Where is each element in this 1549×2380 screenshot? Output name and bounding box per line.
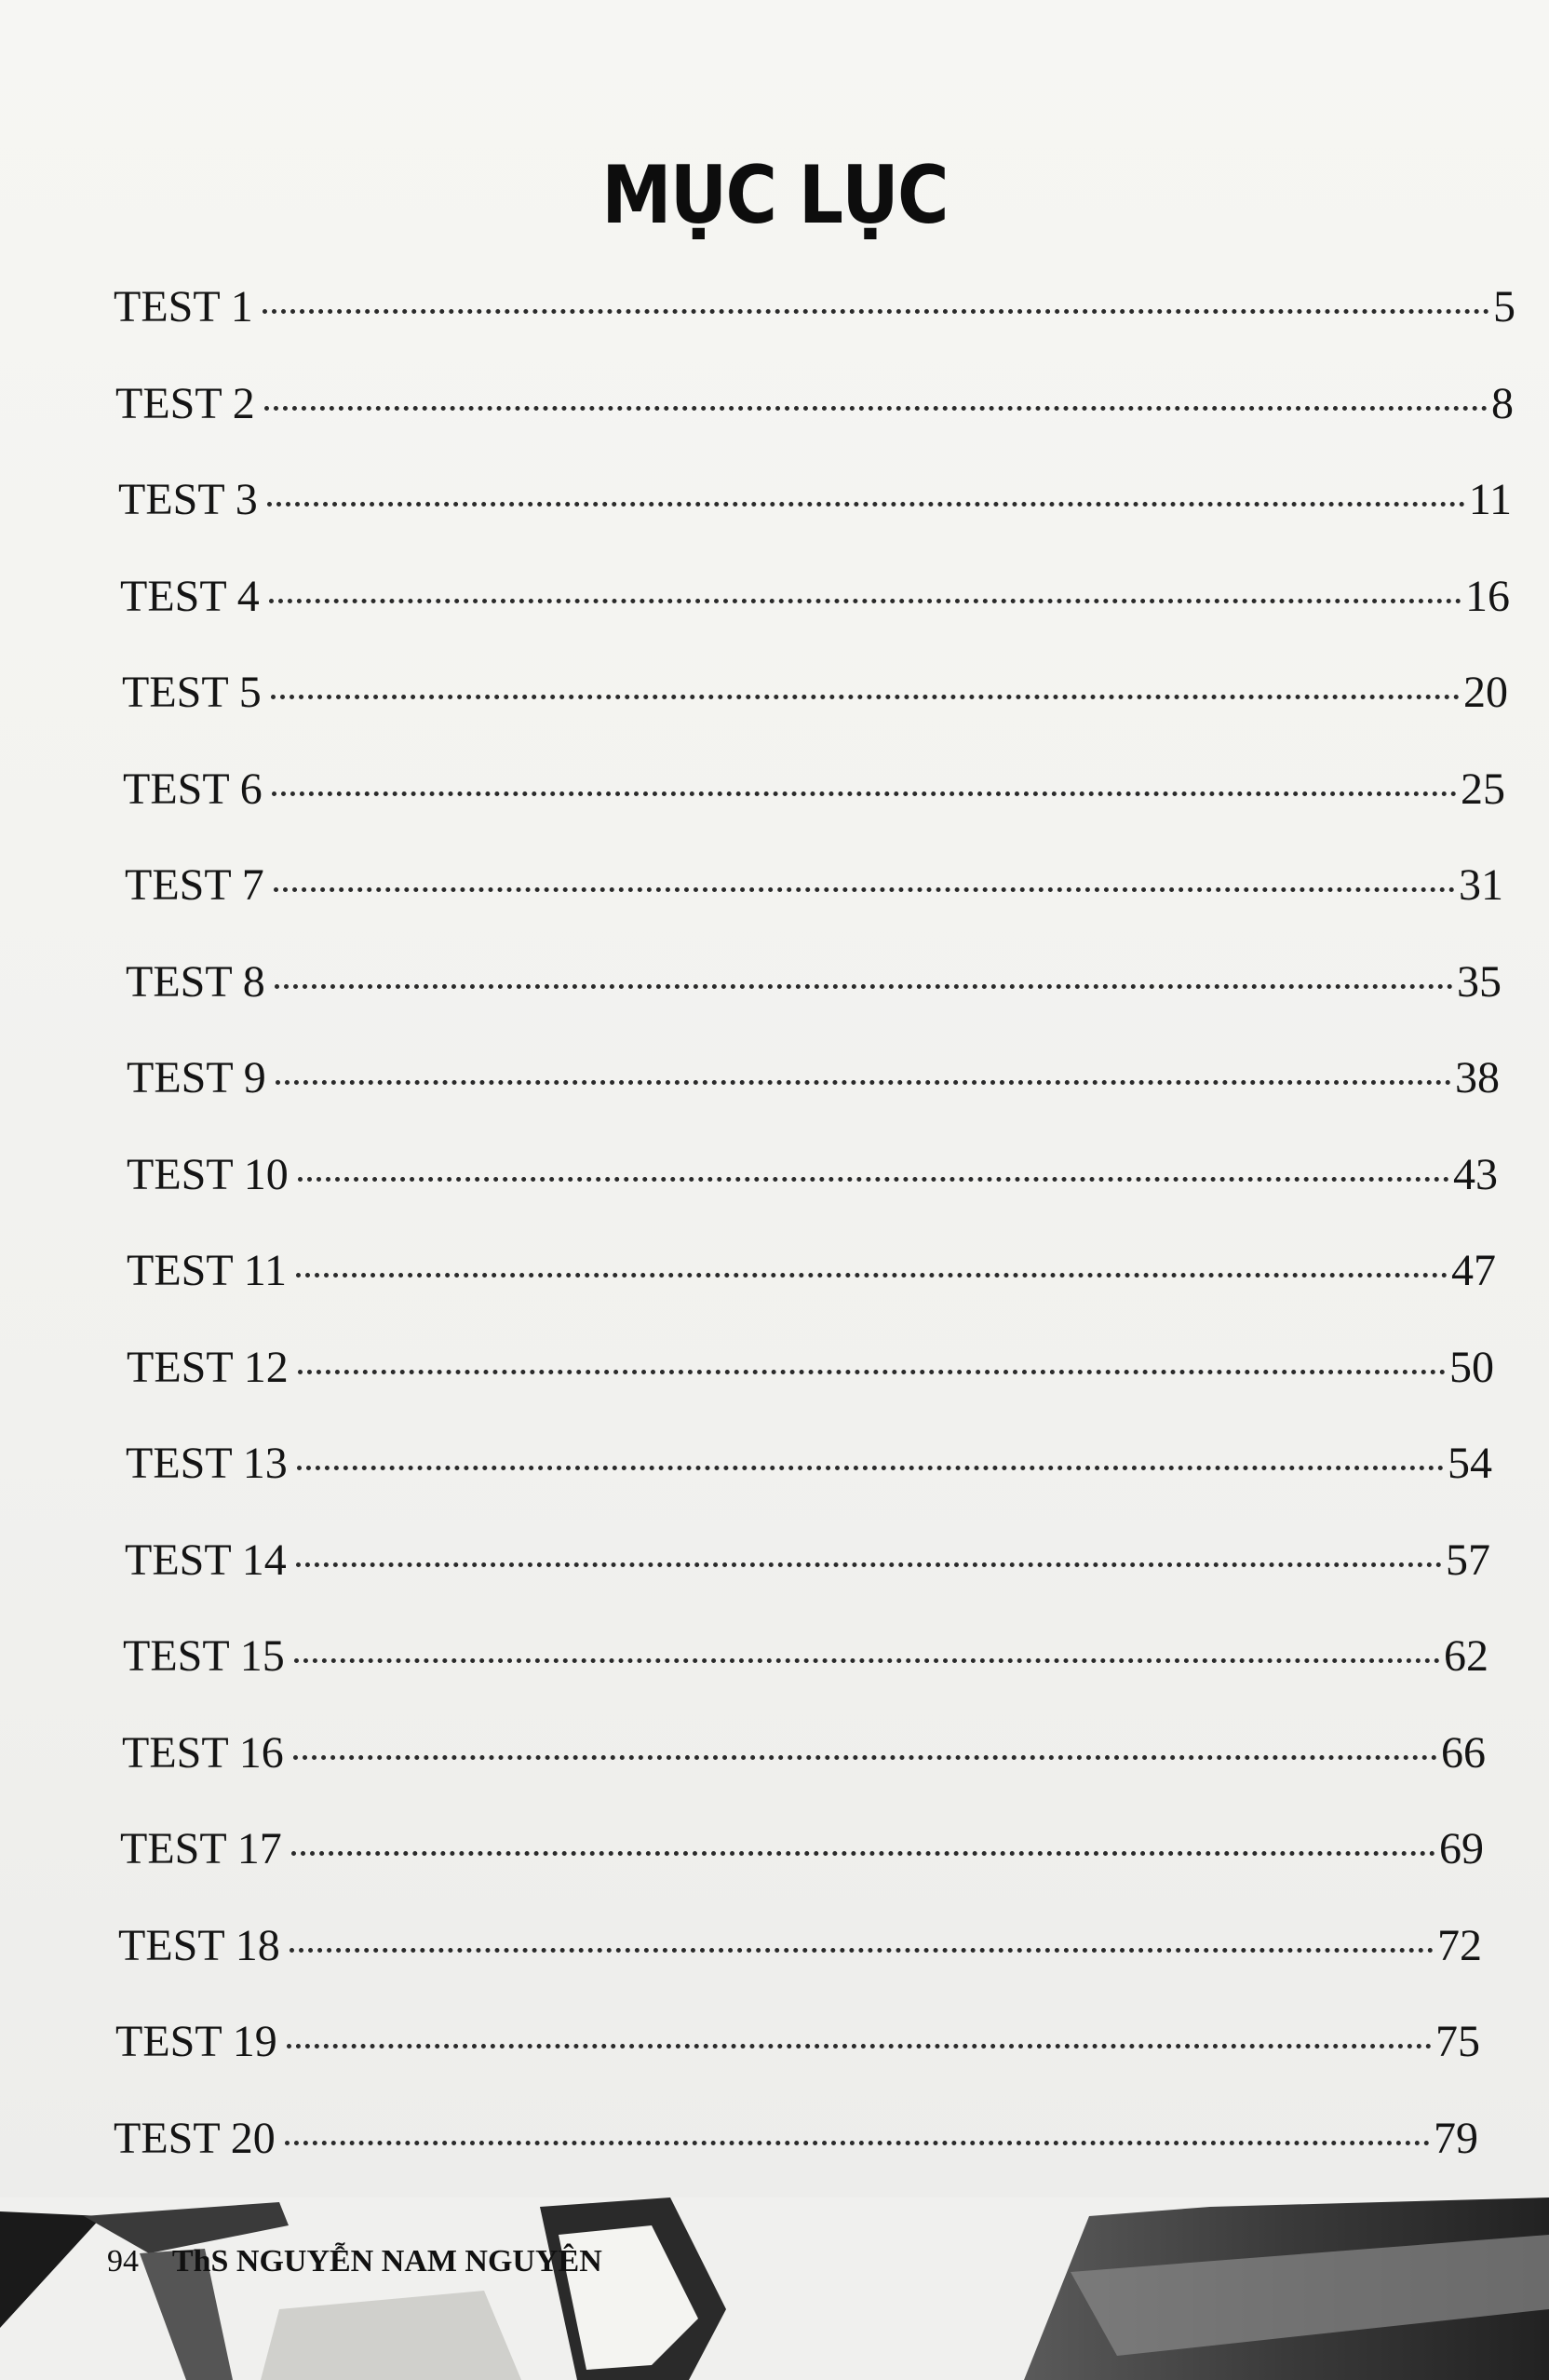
toc-entry-label: TEST 5 — [122, 668, 262, 717]
toc-entry-page: 62 — [1444, 1631, 1488, 1681]
toc-entry-label: TEST 16 — [122, 1727, 284, 1778]
toc-entry-label: TEST 14 — [125, 1535, 287, 1585]
toc-entry-test-18 — [118, 1918, 1482, 1974]
toc-entry-test-14 — [125, 1533, 1490, 1589]
toc-entry-label: TEST 20 — [114, 2113, 276, 2163]
toc-entry-page: 75 — [1435, 2017, 1480, 2066]
leader-dots — [296, 1562, 1442, 1567]
toc-entry-label: TEST 2 — [115, 378, 255, 428]
toc-entry-test-6 — [123, 762, 1505, 818]
author-name: ThS NGUYỄN NAM NGUYÊN — [171, 2244, 602, 2279]
toc-entry-label: TEST 1 — [114, 282, 253, 331]
toc-entry-test-9 — [127, 1050, 1500, 1106]
leader-dots — [264, 406, 1488, 411]
toc-entry-test-13 — [126, 1436, 1492, 1492]
toc-entry-page: 16 — [1465, 571, 1510, 621]
toc-entry-label: TEST 7 — [125, 860, 264, 910]
toc-entry-page: 25 — [1461, 764, 1505, 814]
toc-entry-page: 43 — [1453, 1149, 1498, 1199]
leader-dots — [285, 2141, 1430, 2145]
footer-credit — [107, 2244, 602, 2279]
page-number: 94 — [107, 2244, 139, 2279]
toc-entry-label: TEST 4 — [120, 571, 260, 621]
leader-dots — [290, 1948, 1434, 1953]
toc-entry-test-4 — [120, 569, 1510, 625]
toc-entry-page: 54 — [1448, 1439, 1492, 1488]
leader-dots — [274, 887, 1455, 892]
toc-entry-test-2 — [115, 376, 1514, 432]
toc-entry-page: 8 — [1491, 378, 1514, 428]
toc-entry-page: 38 — [1455, 1053, 1500, 1102]
toc-entry-test-12 — [127, 1340, 1494, 1396]
leader-dots — [276, 1080, 1451, 1085]
toc-entry-label: TEST 17 — [120, 1824, 282, 1873]
toc-entry-test-3 — [118, 472, 1512, 528]
leader-dots — [293, 1755, 1437, 1760]
toc-entry-test-7 — [125, 858, 1503, 913]
toc-entry-page: 50 — [1449, 1342, 1494, 1392]
toc-entry-page: 47 — [1451, 1246, 1496, 1295]
toc-entry-label: TEST 19 — [115, 2017, 277, 2066]
leader-dots — [272, 791, 1457, 796]
table-of-contents — [0, 279, 1549, 2197]
toc-entry-test-16 — [122, 1725, 1486, 1781]
leader-dots — [275, 984, 1453, 989]
leader-dots — [291, 1851, 1435, 1856]
toc-entry-test-15 — [123, 1629, 1488, 1684]
toc-entry-page: 11 — [1468, 475, 1512, 524]
toc-entry-label: TEST 6 — [123, 764, 263, 814]
toc-entry-label: TEST 3 — [118, 475, 258, 524]
leader-dots — [298, 1177, 1449, 1182]
toc-entry-page: 69 — [1439, 1824, 1484, 1873]
toc-entry-page: 35 — [1457, 956, 1502, 1007]
toc-entry-test-11 — [127, 1243, 1496, 1299]
page-title: MỤC LỤC — [601, 149, 948, 242]
toc-entry-page: 5 — [1493, 282, 1515, 331]
toc-entry-test-17 — [120, 1821, 1484, 1877]
leader-dots — [294, 1658, 1440, 1663]
toc-entry-test-19 — [115, 2014, 1480, 2070]
toc-entry-label: TEST 11 — [127, 1246, 288, 1295]
toc-entry-test-10 — [127, 1147, 1498, 1203]
leader-dots — [267, 502, 1465, 507]
leader-dots — [298, 1370, 1446, 1374]
toc-entry-page: 57 — [1446, 1535, 1490, 1585]
toc-entry-page: 66 — [1441, 1727, 1486, 1778]
leader-dots — [297, 1466, 1444, 1470]
toc-entry-test-20 — [114, 2111, 1478, 2167]
toc-entry-test-1 — [114, 279, 1515, 335]
toc-entry-page: 79 — [1434, 2113, 1478, 2163]
leader-dots — [269, 599, 1461, 603]
toc-entry-label: TEST 10 — [127, 1149, 289, 1199]
toc-entry-test-5 — [122, 665, 1508, 721]
leader-dots — [296, 1273, 1448, 1278]
toc-entry-page: 72 — [1437, 1920, 1482, 1970]
toc-entry-label: TEST 13 — [126, 1439, 288, 1488]
toc-entry-label: TEST 15 — [123, 1631, 285, 1681]
leader-dots — [263, 309, 1489, 314]
toc-entry-test-8 — [126, 954, 1502, 1010]
toc-entry-label: TEST 8 — [126, 956, 265, 1007]
footer-decoration — [0, 2197, 1549, 2380]
toc-entry-page: 20 — [1463, 668, 1508, 717]
toc-entry-label: TEST 9 — [127, 1053, 266, 1102]
leader-dots — [271, 695, 1460, 699]
toc-entry-page: 31 — [1459, 860, 1503, 910]
toc-entry-label: TEST 12 — [127, 1342, 289, 1392]
leader-dots — [287, 2044, 1432, 2049]
toc-entry-label: TEST 18 — [118, 1920, 280, 1970]
